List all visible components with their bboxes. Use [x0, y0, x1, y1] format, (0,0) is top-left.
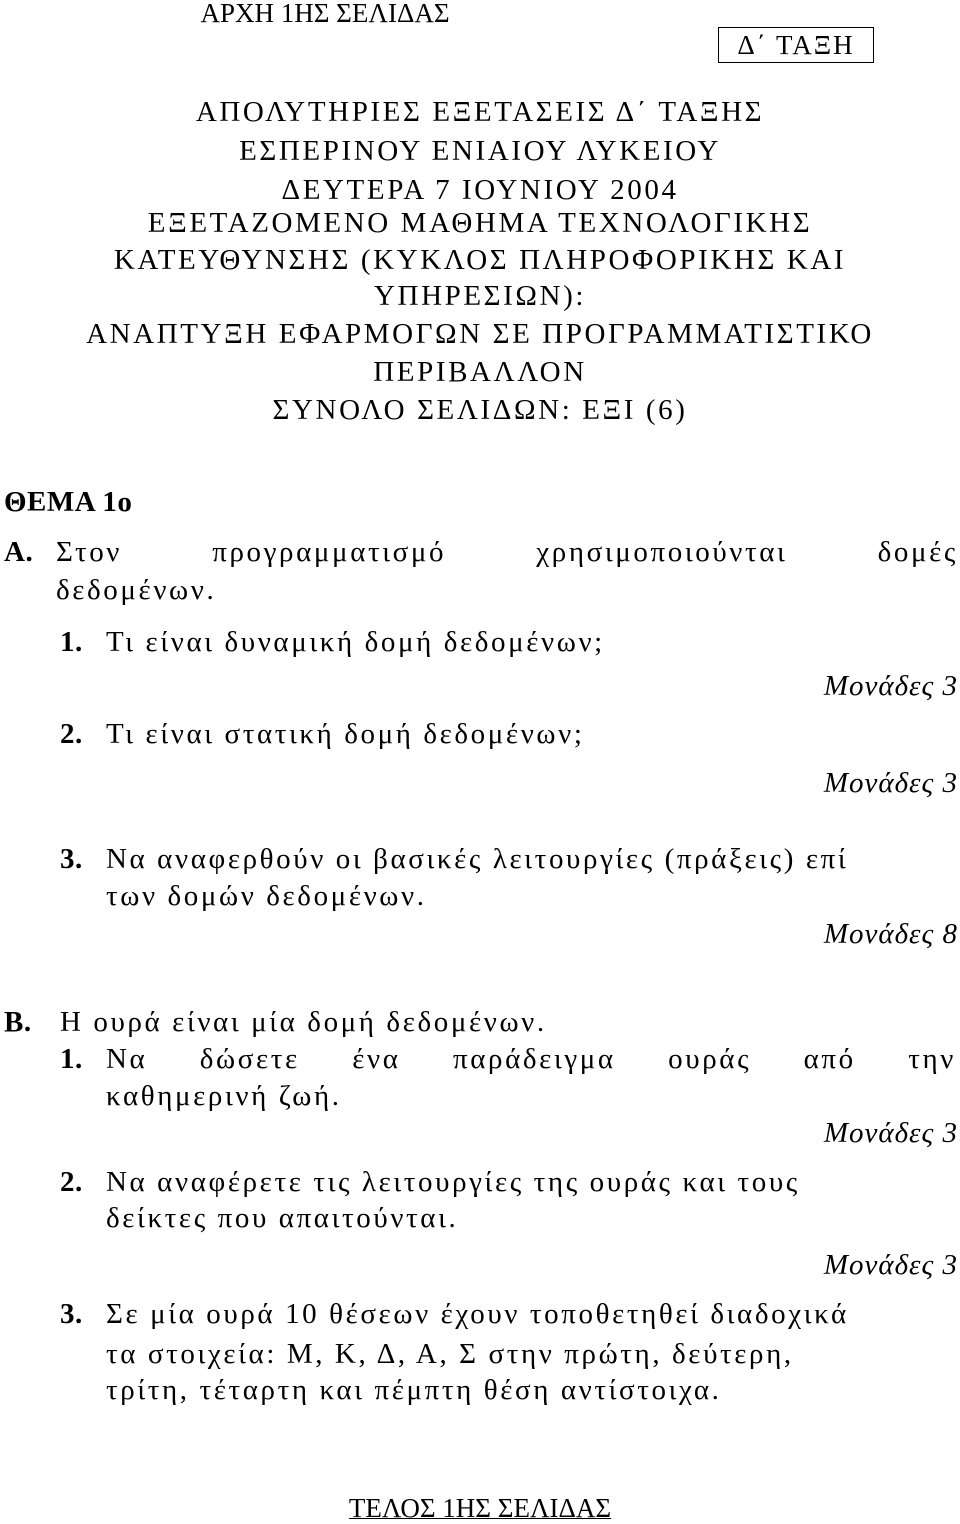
- b2-question-line2: δείκτες που απαιτούνται.: [106, 1202, 459, 1234]
- b1-question-line1: [106, 1039, 956, 1079]
- a1-marks: Μονάδες 3: [823, 670, 958, 702]
- b1-word: δώσετε: [199, 1043, 300, 1075]
- exam-title-line-6: ΥΠΗΡΕΣΙΩΝ):: [373, 280, 587, 312]
- intro-word: χρησιμοποιούνται: [536, 536, 788, 568]
- b1-marks: Μονάδες 3: [823, 1117, 958, 1149]
- a1-number: 1.: [60, 626, 83, 658]
- a3-question-line1: Να αναφερθούν οι βασικές λειτουργίες (πράξεις) επί: [106, 843, 849, 875]
- exam-title-line-8: ΠΕΡΙΒΑΛΛΟΝ: [373, 356, 587, 388]
- section-b-label: Β.: [4, 1006, 32, 1038]
- section-a-intro: [56, 532, 958, 572]
- exam-title-line-5: ΚΑΤΕΥΘΥΝΣΗΣ (ΚΥΚΛΟΣ ΠΛΗΡΟΦΟΡΙΚΗΣ ΚΑΙ: [113, 244, 847, 276]
- b1-word: από: [803, 1043, 856, 1075]
- exam-title-line-9: ΣΥΝΟΛΟ ΣΕΛΙΔΩΝ: ΕΞΙ (6): [272, 394, 688, 426]
- page-footer: ΤΕΛΟΣ 1ΗΣ ΣΕΛΙΔΑΣ: [348, 1493, 612, 1523]
- b1-word: την: [908, 1043, 956, 1075]
- b1-word: παράδειγμα: [453, 1043, 616, 1075]
- intro-word: Στον: [56, 536, 123, 568]
- exam-title-line-7: ΑΝΑΠΤΥΞΗ ΕΦΑΡΜΟΓΩΝ ΣΕ ΠΡΟΓΡΑΜΜΑΤΙΣΤΙΚΟ: [86, 318, 874, 350]
- b3-question-line3: τρίτη, τέταρτη και πέμπτη θέση αντίστοιχα.: [106, 1374, 722, 1406]
- b1-word: ένα: [352, 1043, 401, 1075]
- page-header: [0, 0, 960, 26]
- section-a-intro-line2: δεδομένων.: [56, 574, 217, 606]
- a3-marks: Μονάδες 8: [823, 918, 958, 950]
- intro-word: δομές: [877, 536, 958, 568]
- section-b-intro: Η ουρά είναι μία δομή δεδομένων.: [60, 1006, 547, 1038]
- b2-marks: Μονάδες 3: [823, 1249, 958, 1281]
- b1-question-line2: καθημερινή ζωή.: [106, 1080, 342, 1112]
- intro-word: προγραμματισμό: [212, 536, 447, 568]
- exam-title-line-3: ΔΕΥΤΕΡΑ 7 ΙΟΥΝΙΟΥ 2004: [281, 174, 679, 206]
- grade-box: Δ΄ ΤΑΞΗ: [718, 27, 874, 63]
- a2-number: 2.: [60, 718, 83, 750]
- b3-question-line2: τα στοιχεία: Μ, Κ, Δ, Α, Σ στην πρώτη, δεύτερη,: [106, 1338, 794, 1370]
- b1-word: Να: [106, 1043, 148, 1075]
- exam-title-line-2: ΕΣΠΕΡΙΝΟΥ ΕΝΙΑΙΟΥ ΛΥΚΕΙΟΥ: [239, 135, 721, 167]
- a2-question: Τι είναι στατική δομή δεδομένων;: [106, 718, 585, 750]
- page-start-label: ΑΡΧΗ 1ΗΣ ΣΕΛΙΔΑΣ: [200, 0, 450, 28]
- b3-number: 3.: [60, 1298, 83, 1330]
- a1-question: Τι είναι δυναμική δομή δεδομένων;: [106, 626, 605, 658]
- b1-number: 1.: [60, 1043, 83, 1075]
- a3-number: 3.: [60, 843, 83, 875]
- b2-number: 2.: [60, 1166, 83, 1198]
- b3-question-line1: Σε μία ουρά 10 θέσεων έχουν τοποθετηθεί διαδοχικά: [106, 1298, 849, 1330]
- exam-title-line-1: ΑΠΟΛΥΤΗΡΙΕΣ ΕΞΕΤΑΣΕΙΣ Δ΄ ΤΑΞΗΣ: [195, 96, 765, 128]
- b1-word: ουράς: [668, 1043, 752, 1075]
- exam-title-line-4: ΕΞΕΤΑΖΟΜΕΝΟ ΜΑΘΗΜΑ ΤΕΧΝΟΛΟΓΙΚΗΣ: [147, 207, 813, 239]
- a3-question-line2: των δομών δεδομένων.: [106, 880, 427, 912]
- section-a-label: Α.: [4, 536, 34, 568]
- b2-question-line1: Να αναφέρετε τις λειτουργίες της ουράς και τους: [106, 1166, 800, 1198]
- a2-marks: Μονάδες 3: [823, 767, 958, 799]
- theme-heading: ΘΕΜΑ 1ο: [4, 486, 133, 518]
